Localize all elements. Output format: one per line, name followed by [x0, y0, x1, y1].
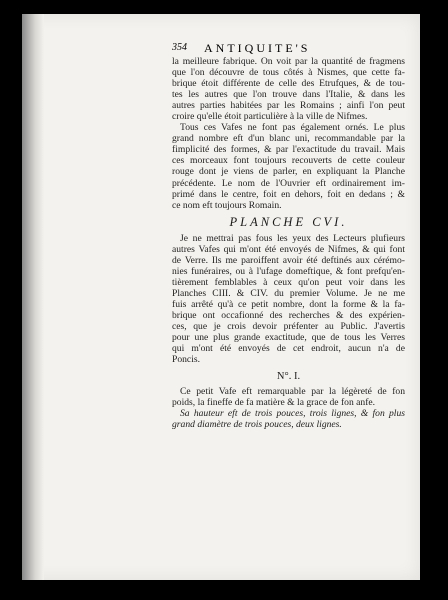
text-line: Je ne mettrai pas fous les yeux des Lecteurs plufieurs: [180, 232, 405, 244]
text-line: Tous ces Vafes ne font pas également ornés. Le plus: [180, 122, 405, 134]
text-line: autres Vafes qui m'ont été envoyés de Nifmes, & qui font: [172, 243, 405, 255]
text-line: fimplicité des formes, & par l'exactitude du travail. Mais: [172, 144, 405, 156]
section-number-heading: N°. I.: [276, 371, 301, 383]
paragraph-4: [172, 386, 405, 408]
running-title: ANTIQUITE'S: [204, 41, 311, 55]
paragraph-1: [172, 56, 405, 122]
text-line: ces morceaux font toujours recouverts de cette couleur: [172, 155, 405, 167]
text-line: qui m'ont été envoyés de cet endroit, aucun n'a de: [172, 343, 405, 355]
page-body: [172, 56, 405, 431]
paragraph-2: [172, 122, 405, 210]
text-line: croire qu'elle étoit particulière à la ville de Nifmes.: [172, 111, 368, 123]
page-gutter-shadow: [22, 14, 44, 580]
text-line: poids, la fineffe de fa matière & la grace de fon anfe.: [172, 397, 376, 409]
text-line: pour une plus grande exactitude, que de tous les Verres: [172, 332, 405, 344]
text-line: que l'on découvre de tous côtés à Nismes, que cette fa-: [172, 67, 405, 79]
text-line: rouge dont je viens de parler, en expliquant la Planche: [172, 166, 405, 178]
text-line: fuis arrêté qu'à ce petit nombre, dont la forme & la fa-: [172, 298, 405, 310]
text-line: ce nom eft toujours Romain.: [172, 199, 282, 211]
plate-heading: PLANCHE CVI.: [229, 214, 348, 229]
page-number: 354: [172, 42, 187, 53]
text-line: tièrement femblables à ceux qu'on peut voir dans les: [172, 276, 405, 288]
text-line: nies funéraires, ou à l'ufage domeftique, & font prefqu'en-: [172, 265, 405, 277]
text-line: Planches CIII. & CIV. du premier Volume. Je ne me: [172, 287, 405, 299]
text-line: Sa hauteur eft de trois pouces, trois lignes, & fon plus: [180, 408, 405, 420]
paragraph-3: [172, 233, 405, 366]
text-line: Ce petit Vafe eft remarquable par la légèreté de fon: [180, 386, 405, 398]
text-line: brique ont occafionné des recherches & des expérien-: [172, 310, 405, 322]
text-line: grand diamètre de trois pouces, deux lignes.: [172, 419, 342, 431]
page-header: [172, 42, 406, 56]
text-line: de Verre. Ils me paroiffent avoir été deftinés aux cérémo-: [172, 254, 405, 266]
paragraph-5: [172, 408, 405, 430]
text-line: Poncis.: [172, 354, 200, 366]
text-line: grand nombre eft d'un blanc uni, recommandable par la: [172, 133, 405, 145]
text-line: ces, que je crois devoir préfenter au Public. J'avertis: [172, 321, 405, 333]
text-line: autres parties habitées par les Romains ; ainfi l'on peut: [172, 100, 405, 112]
text-line: primé dans le centre, foit en dehors, foit en dedans ; &: [172, 188, 405, 200]
text-line: tes les autres que l'on trouve dans l'Italie, & dans les: [172, 89, 405, 101]
text-line: précédente. Le nom de l'Ouvrier eft ordinairement im-: [172, 177, 405, 189]
text-line: la meilleure fabrique. On voit par la quantité de fragmens: [172, 56, 405, 67]
text-line: brique étoit différente de celle des Etrufques, & de tou-: [172, 78, 405, 90]
